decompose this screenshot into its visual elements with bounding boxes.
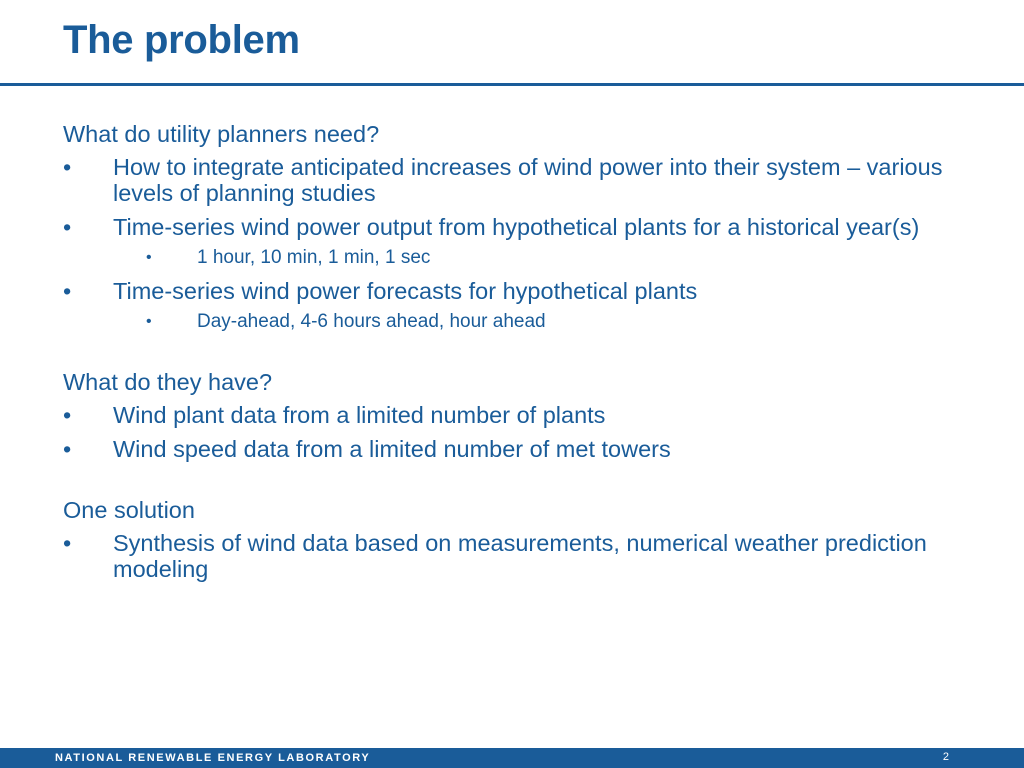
sub-bullet-item	[63, 310, 963, 334]
section-heading: What do they have?	[63, 369, 273, 395]
bullet-dot: •	[63, 154, 72, 180]
sub-bullet-text: Day-ahead, 4-6 hours ahead, hour ahead	[197, 311, 546, 332]
bullet-dot: •	[63, 278, 72, 304]
bullet-item	[63, 436, 963, 462]
section-spacer	[63, 342, 963, 368]
sub-bullet-text: 1 hour, 10 min, 1 min, 1 sec	[197, 247, 431, 268]
title-divider	[0, 83, 1024, 86]
bullet-item	[63, 530, 963, 582]
bullet-text: Synthesis of wind data based on measurements, numerical weather prediction modeling	[113, 530, 927, 582]
bullet-item	[63, 154, 963, 206]
bullet-item	[63, 402, 963, 428]
slide-body	[63, 120, 963, 590]
bullet-dot: •	[63, 214, 72, 240]
bullet-text: Time-series wind power forecasts for hypothetical plants	[113, 278, 698, 304]
section-heading: What do utility planners need?	[63, 121, 380, 147]
bullet-text: How to integrate anticipated increases of wind power into their system – various levels of planning studies	[113, 154, 943, 206]
page-number: 2	[942, 751, 949, 763]
bullet-dot: •	[63, 436, 72, 462]
slide-title: The problem	[63, 18, 300, 62]
section-spacer	[63, 470, 963, 496]
section-heading: One solution	[63, 497, 195, 523]
sub-bullet-item	[63, 246, 963, 270]
bullet-item	[63, 278, 963, 304]
organization-name: NATIONAL RENEWABLE ENERGY LABORATORY	[55, 752, 371, 764]
bullet-text: Time-series wind power output from hypothetical plants for a historical year(s)	[113, 214, 920, 240]
bullet-text: Wind plant data from a limited number of plants	[113, 402, 606, 428]
bullet-text: Wind speed data from a limited number of met towers	[113, 436, 671, 462]
sub-bullet-dot: •	[146, 313, 152, 330]
sub-bullet-dot: •	[146, 249, 152, 266]
bullet-item	[63, 214, 963, 240]
bullet-dot: •	[63, 402, 72, 428]
footer-bar	[0, 748, 1024, 768]
bullet-dot: •	[63, 530, 72, 556]
